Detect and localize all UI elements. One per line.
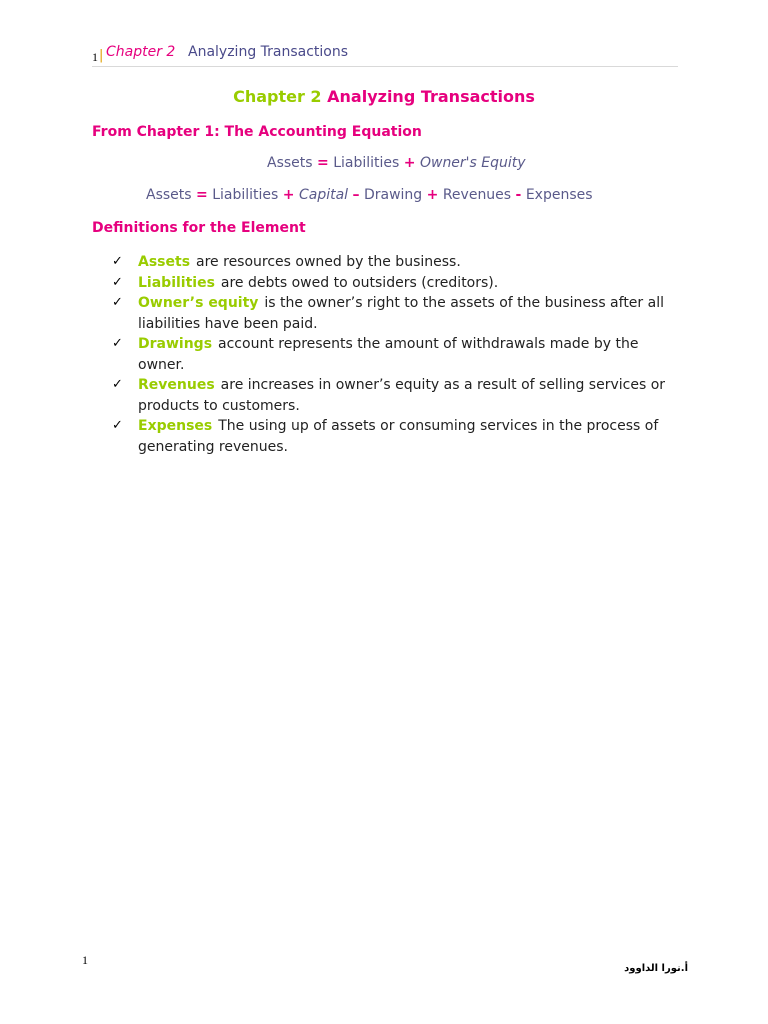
list-item [112, 334, 687, 375]
header-title: Analyzing Transactions [188, 44, 349, 60]
eq2-minus-1: – [352, 187, 360, 203]
definition-text: are resources owned by the business. [196, 254, 461, 270]
equation-basic [267, 155, 526, 171]
checkmark-icon: ✓ [112, 418, 123, 433]
definition-term: Owner’s equity [138, 295, 259, 311]
list-item [112, 416, 687, 457]
definition-term: Revenues [138, 377, 215, 393]
definition-text: The using up of assets or consuming services in the process of generating revenues. [138, 418, 659, 455]
eq1-plus: + [403, 155, 416, 171]
header-separator: | [99, 48, 104, 63]
eq2-liabilities: Liabilities [212, 187, 279, 203]
definitions-list [112, 252, 687, 457]
list-item [112, 375, 687, 416]
eq2-minus-2: - [515, 187, 522, 203]
eq1-owners-equity: Owner's Equity [419, 155, 526, 171]
footer-author: أ.نورا الداوود [624, 963, 688, 974]
definition-term: Drawings [138, 336, 213, 352]
definition-term: Assets [138, 254, 191, 270]
header-chapter: Chapter 2 [106, 44, 176, 60]
eq2-equals: = [196, 187, 208, 203]
page-header [92, 44, 678, 67]
definition-term: Liabilities [138, 274, 215, 291]
eq2-revenues: Revenues [442, 187, 512, 203]
checkmark-icon: ✓ [112, 336, 123, 351]
eq2-expenses: Expenses [525, 187, 593, 203]
list-item [112, 273, 687, 294]
definition-text: are increases in owner’s equity as a result of selling services or products to customers. [138, 377, 666, 414]
equation-expanded [146, 187, 593, 203]
footer-page-number: 1 [82, 953, 88, 967]
checkmark-icon: ✓ [112, 295, 123, 310]
eq1-equals: = [317, 155, 329, 171]
list-item [112, 293, 687, 334]
definition-text: account represents the amount of withdrawals made by the owner. [138, 336, 639, 373]
list-item [112, 252, 687, 273]
definition-text: is the owner’s right to the assets of the business after all liabilities have been paid. [138, 295, 664, 332]
definition-term: Expenses [138, 418, 213, 434]
checkmark-icon: ✓ [112, 274, 123, 290]
eq1-assets: Assets [267, 155, 313, 171]
eq2-assets: Assets [146, 187, 192, 203]
eq2-plus-2: + [426, 187, 439, 203]
section-heading-definitions: Definitions for the Element [92, 220, 306, 236]
eq2-plus-1: + [282, 187, 295, 203]
title-chapter: Chapter 2 [233, 87, 322, 106]
header-page-number: 1 [92, 50, 98, 64]
eq1-liabilities: Liabilities [333, 155, 400, 171]
eq2-capital: Capital [298, 187, 349, 203]
section-heading-accounting-equation: From Chapter 1: The Accounting Equation [92, 124, 422, 140]
page-title [0, 87, 768, 106]
eq2-drawing: Drawing [363, 187, 423, 203]
definition-text: are debts owed to outsiders (creditors). [220, 274, 499, 291]
title-text: Analyzing Transactions [327, 87, 535, 106]
checkmark-icon: ✓ [112, 254, 123, 269]
checkmark-icon: ✓ [112, 377, 123, 392]
